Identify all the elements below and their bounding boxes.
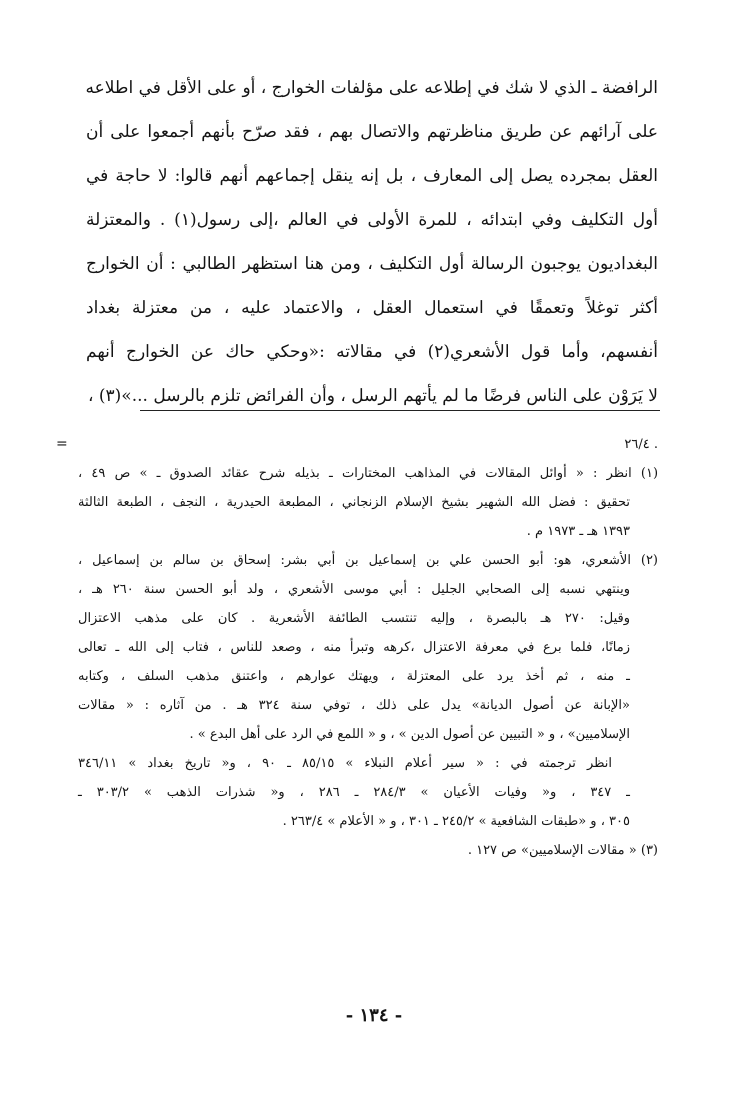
- body-line: على آرائهم عن طريق مناظرتهم والاتصال بهم ، فقد صرّح بأنهم أجمعوا على أن: [86, 122, 658, 142]
- footnote-line: «الإبانة عن أصول الديانة» يدل على ذلك ، توفي سنة ٣٢٤ هـ . من آثاره : « مقالات: [78, 698, 630, 713]
- footnote-line: تحقيق : فضل الله الشهير بشيخ الإسلام الزنجاني ، المطبعة الحيدرية ، النجف ، الطبعة الثالثة: [78, 495, 630, 510]
- body-line: أنفسهم، وأما قول الأشعري(٢) في مقالاته :«وحكي حاك عن الخوارج أنهم: [86, 342, 658, 362]
- footnote-line: زمانًا، فلما برع في معرفة الاعتزال ،كرهه وتبرأ منه ، وصعد للناس ، فتاب إلى الله ـ تعالى: [78, 640, 630, 655]
- page-number: - ١٣٤ -: [345, 1005, 403, 1026]
- footnote-continuation: [56, 430, 658, 459]
- footnote-line: ١٣٩٣ هـ ـ ١٩٧٣ م .: [526, 524, 630, 539]
- footnote-line: (٢) الأشعري، هو: أبو الحسن علي بن إسماعيل بن أبي بشر: إسحاق بن سالم بن إسماعيل ،: [78, 553, 658, 568]
- body-line: البغداديون يوجبون الرسالة أول التكليف ، ومن هنا استظهر الطالبي : أن الخوارج: [86, 254, 658, 274]
- footnote-line: (١) انظر : « أوائل المقالات في المذاهب المختارات ـ بذيله شرح عقائد الصدوق ـ » ص ٤٩ ،: [78, 466, 659, 481]
- footnote-line: ٣٠٥ ، و «طبقات الشافعية » ٢٤٥/٢ ـ ٣٠١ ، و « الأعلام » ٢٦٣/٤ .: [282, 814, 630, 829]
- body-line: لا يَرَوْن على الناس فرضًا ما لم يأتهم الرسل ، وأن الفرائض تلزم بالرسل ...»(٣) ،: [88, 386, 658, 406]
- footnote-line: انظر ترجمته في : « سير أعلام النبلاء » ٨٥/١٥ ـ ٩٠ ، و« تاريخ بغداد » ٣٤٦/١١: [78, 756, 613, 771]
- body-line: الرافضة ـ الذي لا شك في إطلاعه على مؤلفات الخوارج ، أو على الأقل في اطلاعه: [85, 78, 658, 98]
- footnote-line: وقيل: ٢٧٠ هـ بالبصرة ، وإليه تنتسب الطائفة الأشعرية . كان على مذهب الاعتزال: [78, 611, 630, 626]
- footnote-separator: [140, 410, 660, 411]
- footnote-line: ـ منه ، ثم أخذ يرد على المعتزلة ، ويهتك عوارهم ، واعتنق مذهب السلف ، وكتابه: [78, 669, 630, 684]
- footnote-line: ـ ٣٤٧ ، و« وفيات الأعيان » ٢٨٤/٣ ـ ٢٨٦ ، و« شذرات الذهب » ٣٠٣/٢ ـ: [78, 785, 630, 800]
- body-line: أكثر توغلاً وتعمقًا في استعمال العقل ، والاعتماد عليه ، من معتزلة بغداد: [86, 298, 658, 318]
- footnote-line: وينتهي نسبه إلى الصحابي الجليل : أبي موسى الأشعري ، ولد أبو الحسن سنة ٢٦٠ هـ ،: [78, 582, 631, 597]
- footnotes: [56, 430, 659, 865]
- continuation-marker: =: [56, 436, 68, 452]
- footnote-3: (٣) « مقالات الإسلاميين» ص ١٢٧ .: [467, 843, 658, 858]
- body-line: العقل بمجرده يصل إلى المعارف ، بل إنه ينقل إجماعهم أنهم قالوا: لا حاجة في: [86, 166, 658, 186]
- continuation-text: . ٢٦/٤: [624, 437, 658, 452]
- footnote-2: [78, 546, 658, 836]
- main-text: [86, 66, 658, 418]
- footnote-1: [78, 459, 658, 546]
- footnote-line: الإسلاميين» ، و « التبيين عن أصول الدين » ، و « اللمع في الرد على أهل البدع » .: [189, 727, 630, 742]
- body-line: أول التكليف وفي ابتدائه ، للمرة الأولى في العالم ،إلى رسول(١) . والمعتزلة: [86, 210, 658, 230]
